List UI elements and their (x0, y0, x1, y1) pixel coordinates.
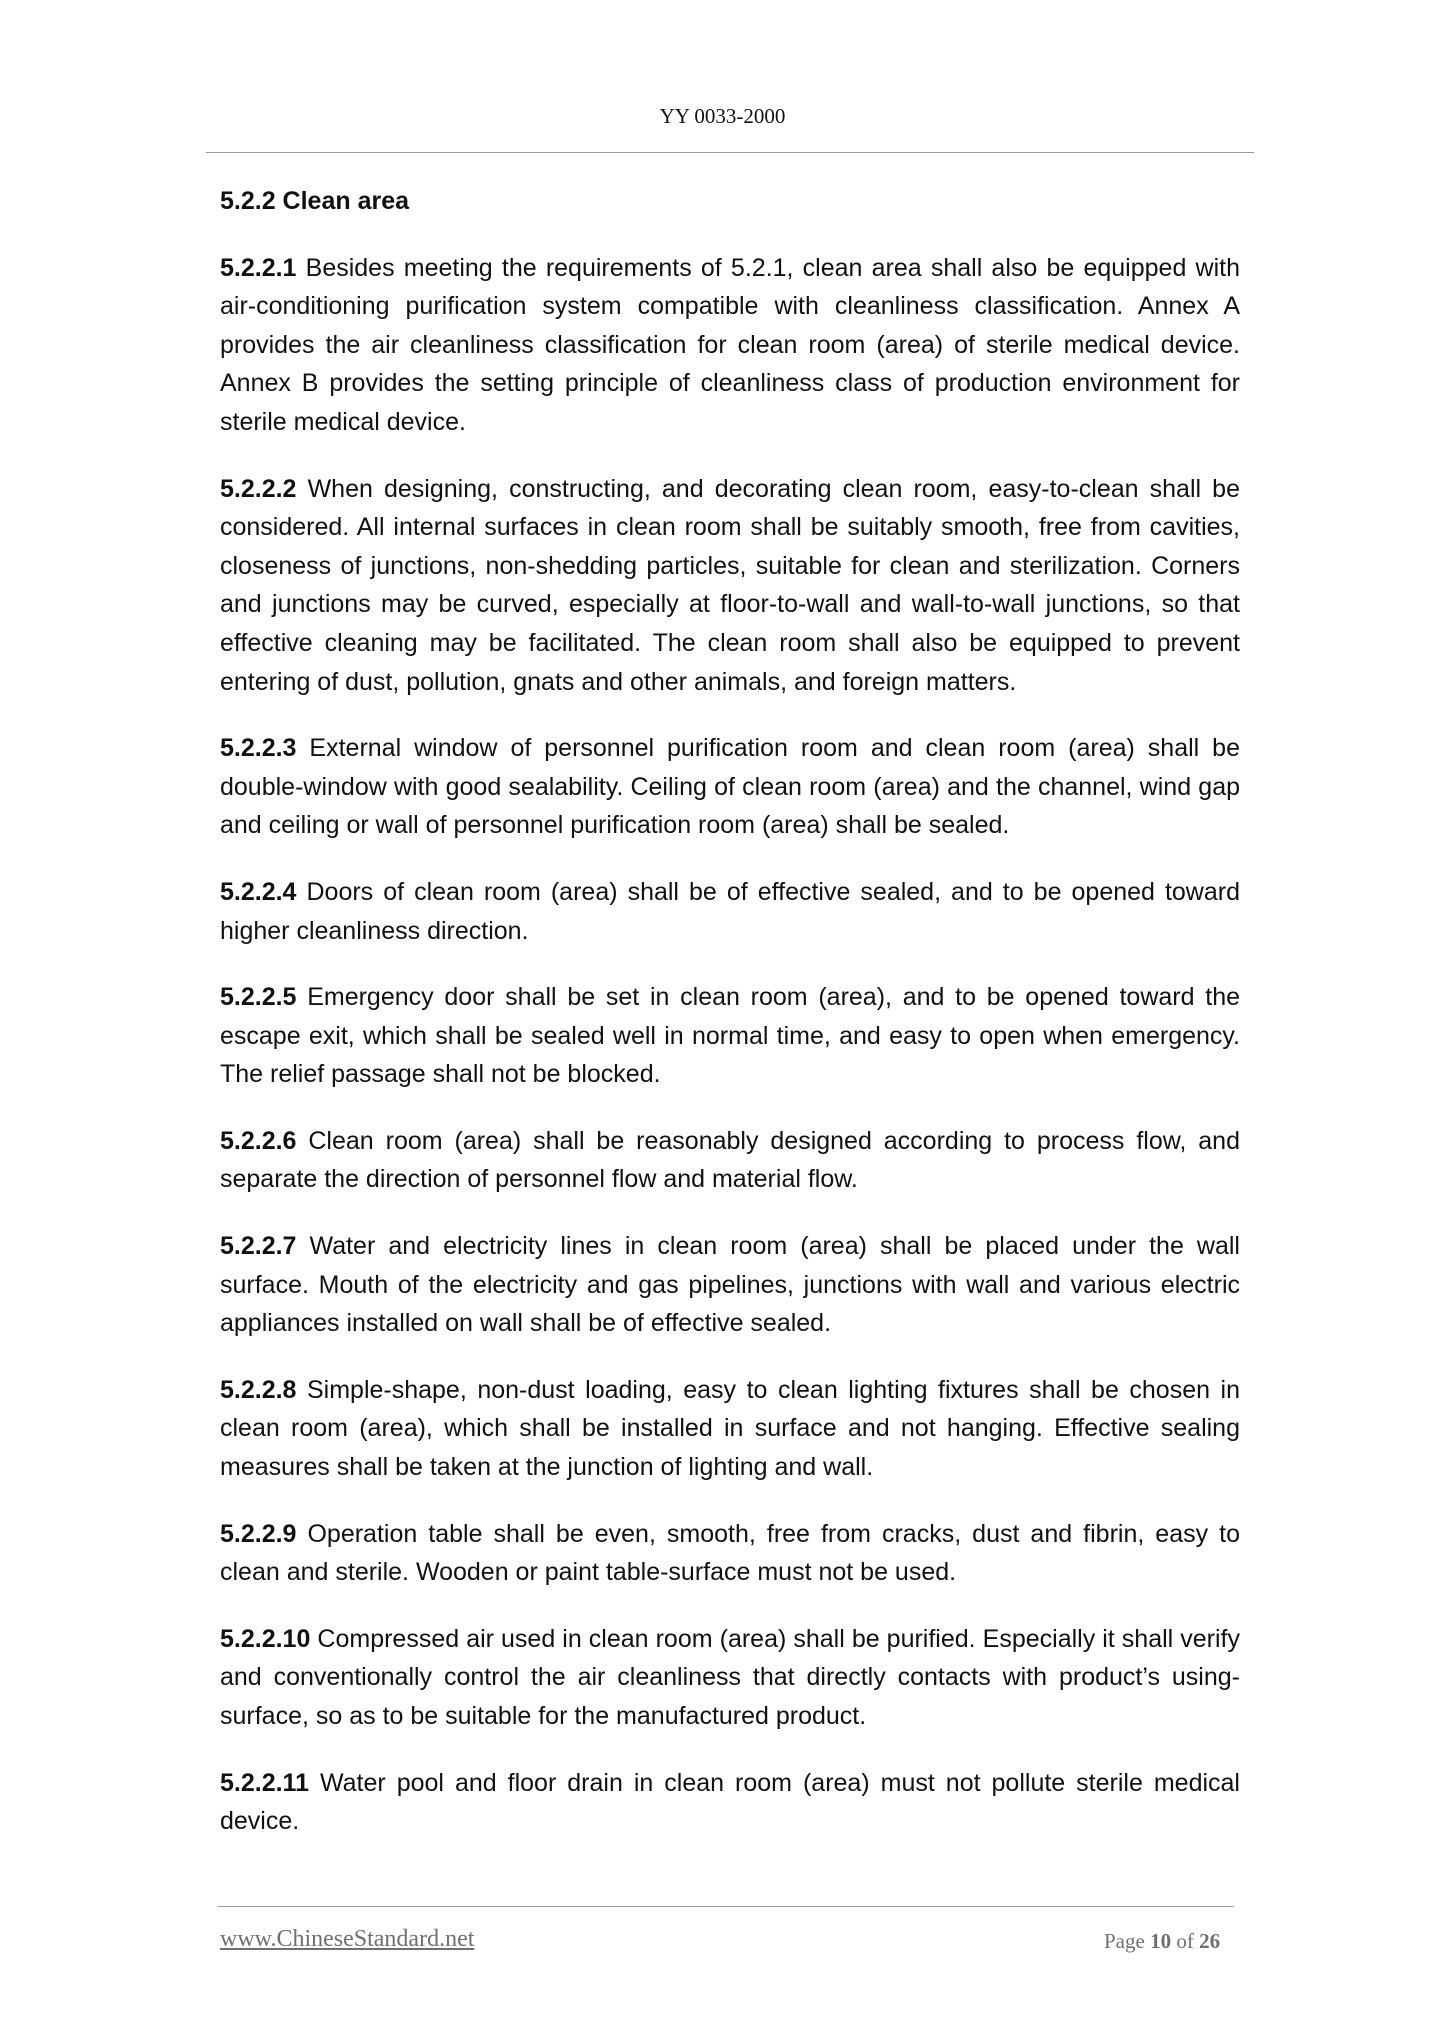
clause-number: 5.2.2.1 (220, 253, 297, 282)
clause-number: 5.2.2.3 (220, 734, 297, 763)
clause-text: Emergency door shall be set in clean room (area), and to be opened toward the escape exit, which shall be sealed well in normal time, and easy to open when emergency. The relief passage shall not be blocked. (220, 983, 1241, 1089)
clause-number: 5.2.2.11 (220, 1768, 309, 1797)
clause-5-2-2-3 (220, 729, 1240, 845)
clause-5-2-2-11 (220, 1764, 1240, 1841)
clause-number: 5.2.2.10 (220, 1624, 311, 1653)
clause-number: 5.2.2.9 (220, 1519, 297, 1548)
clause-5-2-2-4 (220, 873, 1240, 950)
footer-divider (218, 1906, 1234, 1907)
clause-text: Besides meeting the requirements of 5.2.1, clean area shall also be equipped with air-conditioning purification system compatible with cleanliness classification. Annex A provides the air cleanliness classification for clean room (area) of sterile medical device. Annex B provides the setting principle of cleanliness class of production environment for sterile medical device. (220, 253, 1240, 436)
clause-text: Water and electricity lines in clean room (area) shall be placed under the wall surface. Mouth of the electricity and gas pipelines, junctions with wall and various electric appliances installed on wall shall be of effective sealed. (220, 1232, 1240, 1338)
footer-website-link[interactable]: www.ChineseStandard.net (220, 1926, 475, 1952)
page-prefix: Page (1104, 1929, 1145, 1953)
clause-5-2-2-1 (220, 249, 1240, 442)
clause-text: Operation table shall be even, smooth, free from cracks, dust and fibrin, easy to clean and sterile. Wooden or paint table-surface must not be used. (220, 1519, 1240, 1587)
clause-number: 5.2.2.2 (220, 474, 297, 503)
page-current: 10 (1150, 1929, 1172, 1953)
clause-5-2-2-8 (220, 1371, 1240, 1487)
clause-5-2-2-9 (220, 1515, 1240, 1592)
clause-number: 5.2.2.4 (220, 877, 297, 906)
clause-5-2-2-2 (220, 470, 1240, 702)
clause-text: External window of personnel purification room and clean room (area) shall be double-window with good sealability. Ceiling of clean room (area) and the channel, wind gap and ceiling or wall of personnel purification room (area) shall be sealed. (220, 734, 1240, 840)
clause-text: Water pool and floor drain in clean room (area) must not pollute sterile medical device. (220, 1768, 1240, 1836)
section-title: 5.2.2 Clean area (220, 187, 410, 215)
clause-5-2-2-6 (220, 1122, 1240, 1199)
footer-page-number (1104, 1929, 1220, 1954)
page-content (220, 182, 1240, 1869)
clause-5-2-2-10 (220, 1620, 1240, 1736)
clause-text: Clean room (area) shall be reasonably designed according to process flow, and separate the direction of personnel flow and material flow. (220, 1126, 1240, 1194)
clause-number: 5.2.2.6 (220, 1126, 297, 1155)
page-total: 26 (1199, 1929, 1221, 1953)
clause-number: 5.2.2.7 (220, 1232, 297, 1261)
page-of: of (1176, 1929, 1194, 1953)
clause-5-2-2-7 (220, 1227, 1240, 1343)
header-divider (206, 152, 1254, 153)
clause-text: Simple-shape, non-dust loading, easy to clean lighting fixtures shall be chosen in clean room (area), which shall be installed in surface and not hanging. Effective sealing measures shall be taken at the junction of lighting and wall. (220, 1375, 1240, 1482)
clause-5-2-2-5 (220, 978, 1240, 1094)
clause-text: Compressed air used in clean room (area) shall be purified. Especially it shall verify and conventionally control the air cleanliness that directly contacts with product’s using-surface, so as to be suitable for the manufactured product. (220, 1624, 1240, 1730)
clause-text: Doors of clean room (area) shall be of effective sealed, and to be opened toward higher cleanliness direction. (220, 877, 1240, 945)
header-document-code: YY 0033-2000 (659, 104, 786, 128)
clause-text: When designing, constructing, and decorating clean room, easy-to-clean shall be considered. All internal surfaces in clean room shall be suitably smooth, free from cavities, closeness of junctions, non-shedding particles, suitable for clean and sterilization. Corners and junctions may be curved, especially at floor-to-wall and wall-to-wall junctions, so that effective cleaning may be facilitated. The clean room shall also be equipped to prevent entering of dust, pollution, gnats and other animals, and foreign matters. (220, 474, 1240, 696)
clause-number: 5.2.2.5 (220, 983, 297, 1012)
clause-number: 5.2.2.8 (220, 1375, 297, 1404)
